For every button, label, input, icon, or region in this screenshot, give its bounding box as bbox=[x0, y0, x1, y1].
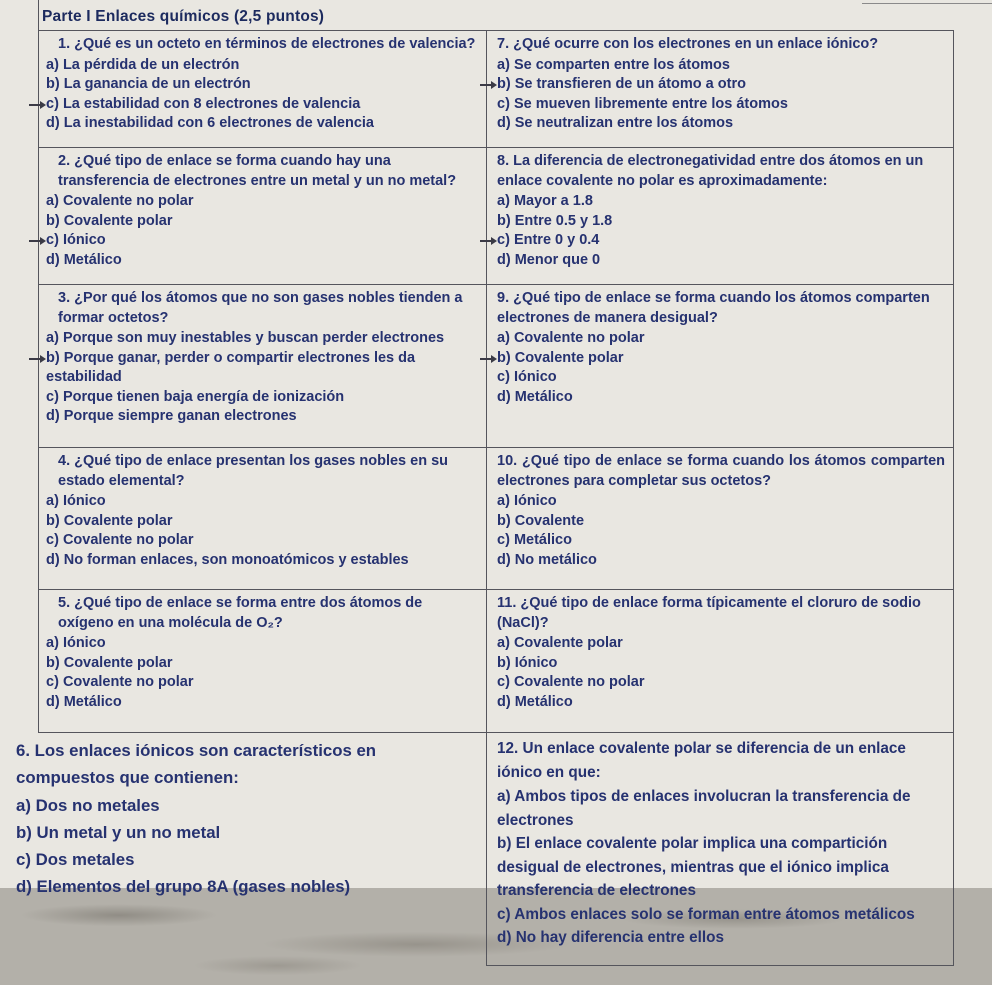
option-label: d) bbox=[46, 251, 60, 268]
option-label: a) bbox=[16, 796, 31, 815]
option-label: c) bbox=[46, 532, 59, 548]
option-text: Iónico bbox=[513, 493, 557, 509]
option-label: b) bbox=[46, 349, 60, 366]
question-number: 8. bbox=[497, 153, 510, 169]
option-label: b) bbox=[497, 654, 511, 671]
answer-option bbox=[497, 926, 945, 950]
question-text bbox=[58, 594, 478, 633]
option-label: b) bbox=[497, 835, 512, 852]
question-row bbox=[8, 30, 954, 148]
answer-option bbox=[497, 693, 945, 713]
question-text bbox=[497, 594, 945, 633]
option-label: a) bbox=[497, 193, 510, 209]
answer-option bbox=[497, 231, 945, 251]
option-label: b) bbox=[46, 512, 60, 529]
answer-option bbox=[46, 492, 478, 512]
option-text: Covalente no polar bbox=[62, 193, 194, 209]
option-text: Dos metales bbox=[35, 850, 135, 869]
question-row bbox=[8, 448, 954, 590]
question-number: 12. bbox=[497, 740, 519, 757]
option-label: d) bbox=[497, 551, 511, 568]
option-label: c) bbox=[16, 850, 31, 869]
answer-option bbox=[497, 56, 945, 76]
answer-option bbox=[46, 634, 478, 654]
option-text: Elementos del grupo 8A (gases nobles) bbox=[36, 877, 351, 896]
question-number: 1. bbox=[58, 36, 71, 52]
option-label: d) bbox=[497, 115, 511, 131]
question-body: Un enlace covalente polar se diferencia de un enlace iónico en que: bbox=[497, 740, 906, 781]
option-text: Covalente polar bbox=[63, 212, 173, 229]
question-body: ¿Qué tipo de enlace forma típicamente el cloruro de sodio (NaCl)? bbox=[497, 595, 921, 631]
option-text: Ambos tipos de enlaces involucran la transferencia de electrones bbox=[497, 788, 911, 829]
question-row bbox=[8, 590, 954, 733]
question-text bbox=[497, 737, 945, 784]
question-text bbox=[16, 737, 478, 791]
question-number: 2. bbox=[58, 153, 71, 169]
question-body: La diferencia de electronegatividad entre dos átomos en un enlace covalente no polar es aproximadamente: bbox=[497, 153, 924, 189]
option-label: d) bbox=[497, 251, 511, 268]
question-cell bbox=[487, 590, 954, 733]
option-text: Covalente no polar bbox=[62, 532, 194, 548]
answer-option bbox=[46, 251, 478, 271]
answer-option bbox=[46, 693, 478, 713]
answer-option bbox=[46, 75, 478, 95]
option-label: d) bbox=[16, 877, 32, 896]
question-text bbox=[58, 152, 478, 191]
option-label: a) bbox=[497, 635, 510, 651]
question-cell bbox=[487, 30, 954, 148]
answer-option bbox=[46, 531, 478, 551]
question-cell bbox=[38, 590, 487, 733]
question-body: ¿Qué ocurre con los electrones en un enlace iónico? bbox=[513, 36, 879, 52]
answer-option bbox=[16, 873, 478, 900]
option-text: Porque tienen baja energía de ionización bbox=[62, 388, 345, 405]
option-text: Metálico bbox=[63, 693, 122, 710]
option-text: Se neutralizan entre los átomos bbox=[514, 115, 734, 131]
option-label: d) bbox=[46, 115, 60, 131]
option-label: d) bbox=[46, 693, 60, 710]
answer-option bbox=[497, 192, 945, 212]
question-number: 11. bbox=[497, 595, 517, 611]
option-text: Ambos enlaces solo se forman entre átomos metálicos bbox=[514, 905, 915, 923]
question-number: 10. bbox=[497, 453, 518, 469]
option-text: Metálico bbox=[514, 388, 573, 405]
answer-option bbox=[46, 114, 478, 134]
option-text: La estabilidad con 8 electrones de valencia bbox=[62, 95, 361, 112]
option-text: Covalente polar bbox=[63, 512, 173, 529]
answer-option bbox=[16, 792, 478, 819]
pen-mark-icon bbox=[480, 358, 493, 360]
option-label: c) bbox=[497, 905, 511, 923]
answer-option bbox=[497, 329, 945, 349]
question-text bbox=[58, 35, 478, 55]
option-text: Metálico bbox=[513, 532, 572, 548]
answer-option bbox=[46, 551, 478, 571]
option-text: No forman enlaces, son monoatómicos y estables bbox=[63, 551, 409, 568]
question-text bbox=[497, 152, 945, 191]
scan-line-artifact bbox=[862, 3, 992, 4]
question-body: ¿Qué tipo de enlace se forma cuando los átomos comparten electrones de manera desigual? bbox=[497, 290, 930, 326]
answer-option bbox=[16, 819, 478, 846]
scan-line-artifact bbox=[38, 0, 39, 31]
option-label: d) bbox=[497, 388, 511, 405]
question-body: ¿Qué tipo de enlace presentan los gases nobles en su estado elemental? bbox=[58, 453, 449, 489]
option-label: a) bbox=[46, 493, 59, 509]
answer-option bbox=[46, 95, 478, 115]
option-label: c) bbox=[46, 674, 59, 690]
answer-option bbox=[497, 903, 945, 927]
question-cell bbox=[8, 733, 487, 966]
option-text: Mayor a 1.8 bbox=[513, 193, 593, 209]
answer-option bbox=[497, 349, 945, 369]
option-label: c) bbox=[46, 232, 59, 248]
question-cell bbox=[487, 285, 954, 448]
option-text: Metálico bbox=[63, 251, 122, 268]
answer-option bbox=[497, 634, 945, 654]
option-text: Porque ganar, perder o compartir electrones les da estabilidad bbox=[46, 349, 416, 385]
option-label: d) bbox=[46, 551, 60, 568]
question-body: ¿Qué tipo de enlace se forma cuando los átomos comparten electrones para completar sus octetos? bbox=[497, 453, 945, 489]
answer-option bbox=[497, 551, 945, 571]
answer-option bbox=[497, 531, 945, 551]
answer-option bbox=[497, 114, 945, 134]
option-label: b) bbox=[46, 212, 60, 229]
question-text bbox=[497, 452, 945, 491]
option-label: c) bbox=[46, 95, 59, 112]
option-text: La inestabilidad con 6 electrones de valencia bbox=[63, 115, 374, 131]
option-label: c) bbox=[497, 232, 510, 248]
pen-mark-icon bbox=[29, 358, 42, 360]
option-label: b) bbox=[497, 212, 511, 229]
answer-option bbox=[497, 673, 945, 693]
pen-mark-icon bbox=[29, 240, 42, 242]
option-label: b) bbox=[46, 654, 60, 671]
question-text bbox=[497, 289, 945, 328]
option-text: Se mueven libremente entre los átomos bbox=[513, 95, 788, 112]
answer-option bbox=[46, 231, 478, 251]
pen-mark-icon bbox=[29, 104, 42, 106]
question-body: Los enlaces iónicos son característicos en compuestos que contienen: bbox=[16, 741, 377, 787]
question-cell bbox=[487, 148, 954, 285]
answer-option bbox=[46, 56, 478, 76]
option-text: Covalente no polar bbox=[513, 330, 645, 346]
option-text: Iónico bbox=[62, 232, 106, 248]
question-row bbox=[8, 285, 954, 448]
option-label: c) bbox=[497, 532, 510, 548]
option-text: La pérdida de un electrón bbox=[62, 56, 240, 73]
answer-option bbox=[46, 329, 478, 349]
option-text: Un metal y un no metal bbox=[36, 823, 221, 842]
option-label: a) bbox=[46, 56, 59, 73]
option-text: Iónico bbox=[514, 654, 558, 671]
question-cell bbox=[487, 448, 954, 590]
question-number: 4. bbox=[58, 453, 71, 469]
option-label: b) bbox=[46, 76, 60, 92]
option-label: a) bbox=[497, 330, 510, 346]
question-number: 5. bbox=[58, 595, 71, 611]
question-cell bbox=[487, 733, 954, 966]
option-text: Entre 0.5 y 1.8 bbox=[514, 212, 613, 229]
option-text: Se transfieren de un átomo a otro bbox=[514, 76, 746, 92]
answer-option bbox=[46, 349, 478, 388]
answer-option bbox=[497, 492, 945, 512]
question-body: ¿Qué tipo de enlace se forma entre dos átomos de oxígeno en una molécula de O₂? bbox=[58, 595, 423, 631]
answer-option bbox=[497, 388, 945, 408]
answer-option bbox=[46, 654, 478, 674]
option-label: a) bbox=[497, 56, 510, 73]
option-label: b) bbox=[497, 512, 511, 529]
pen-mark-icon bbox=[480, 240, 493, 242]
answer-option bbox=[497, 212, 945, 232]
question-body: ¿Qué es un octeto en términos de electrones de valencia? bbox=[74, 36, 476, 52]
question-text bbox=[58, 452, 478, 491]
option-text: Covalente bbox=[514, 512, 585, 529]
question-number: 6. bbox=[16, 741, 30, 760]
answer-option bbox=[46, 407, 478, 427]
page-title: Parte I Enlaces químicos (2,5 puntos) bbox=[42, 8, 325, 25]
option-label: d) bbox=[46, 408, 60, 424]
question-row bbox=[8, 733, 954, 966]
answer-option bbox=[497, 832, 945, 903]
option-text: Covalente polar bbox=[514, 349, 624, 366]
option-text: Porque son muy inestables y buscan perder electrones bbox=[62, 330, 445, 346]
option-label: c) bbox=[46, 388, 59, 405]
answer-option bbox=[497, 75, 945, 95]
option-text: Covalente no polar bbox=[513, 674, 645, 690]
quiz-table bbox=[8, 30, 954, 966]
question-row bbox=[8, 148, 954, 285]
answer-option bbox=[497, 251, 945, 271]
option-label: a) bbox=[497, 493, 510, 509]
answer-option bbox=[497, 368, 945, 388]
answer-option bbox=[497, 95, 945, 115]
option-label: a) bbox=[46, 330, 59, 346]
answer-option bbox=[497, 512, 945, 532]
answer-option bbox=[46, 673, 478, 693]
option-label: b) bbox=[497, 76, 511, 92]
question-text bbox=[58, 289, 478, 328]
answer-option bbox=[46, 512, 478, 532]
option-label: a) bbox=[46, 635, 59, 651]
question-cell bbox=[38, 448, 487, 590]
option-text: Menor que 0 bbox=[514, 251, 601, 268]
option-label: a) bbox=[46, 193, 59, 209]
option-text: Se comparten entre los átomos bbox=[513, 56, 730, 73]
question-number: 7. bbox=[497, 36, 510, 52]
option-text: La ganancia de un electrón bbox=[63, 76, 251, 92]
answer-option bbox=[16, 846, 478, 873]
option-label: c) bbox=[497, 369, 510, 385]
option-text: Iónico bbox=[62, 635, 106, 651]
question-number: 9. bbox=[497, 290, 510, 306]
option-text: Covalente no polar bbox=[62, 674, 194, 690]
question-cell bbox=[38, 148, 487, 285]
option-label: c) bbox=[497, 95, 510, 112]
option-text: No metálico bbox=[514, 551, 597, 568]
question-cell bbox=[38, 30, 487, 148]
option-label: d) bbox=[497, 929, 512, 946]
answer-option bbox=[497, 654, 945, 674]
option-label: d) bbox=[497, 693, 511, 710]
option-label: b) bbox=[16, 823, 32, 842]
question-number: 3. bbox=[58, 290, 71, 306]
option-label: c) bbox=[497, 674, 510, 690]
question-body: ¿Por qué los átomos que no son gases nobles tienden a formar octetos? bbox=[58, 290, 463, 326]
pen-mark-icon bbox=[480, 84, 493, 86]
option-text: Iónico bbox=[513, 369, 557, 385]
option-text: No hay diferencia entre ellos bbox=[515, 929, 724, 946]
option-text: El enlace covalente polar implica una compartición desigual de electrones, mientras que el iónico implica transferencia de electrones bbox=[497, 835, 889, 899]
question-body: ¿Qué tipo de enlace se forma cuando hay una transferencia de electrones entre un metal y un no metal? bbox=[58, 153, 457, 189]
option-label: a) bbox=[497, 788, 511, 805]
option-text: Porque siempre ganan electrones bbox=[63, 408, 297, 424]
answer-option bbox=[497, 785, 945, 832]
answer-option bbox=[46, 388, 478, 408]
answer-option bbox=[46, 212, 478, 232]
option-label: b) bbox=[497, 349, 511, 366]
option-text: Covalente polar bbox=[513, 635, 623, 651]
option-text: Entre 0 y 0.4 bbox=[513, 232, 600, 248]
question-text bbox=[497, 35, 945, 55]
option-text: Iónico bbox=[62, 493, 106, 509]
option-text: Metálico bbox=[514, 693, 573, 710]
question-cell bbox=[38, 285, 487, 448]
option-text: Dos no metales bbox=[35, 796, 160, 815]
option-text: Covalente polar bbox=[63, 654, 173, 671]
answer-option bbox=[46, 192, 478, 212]
